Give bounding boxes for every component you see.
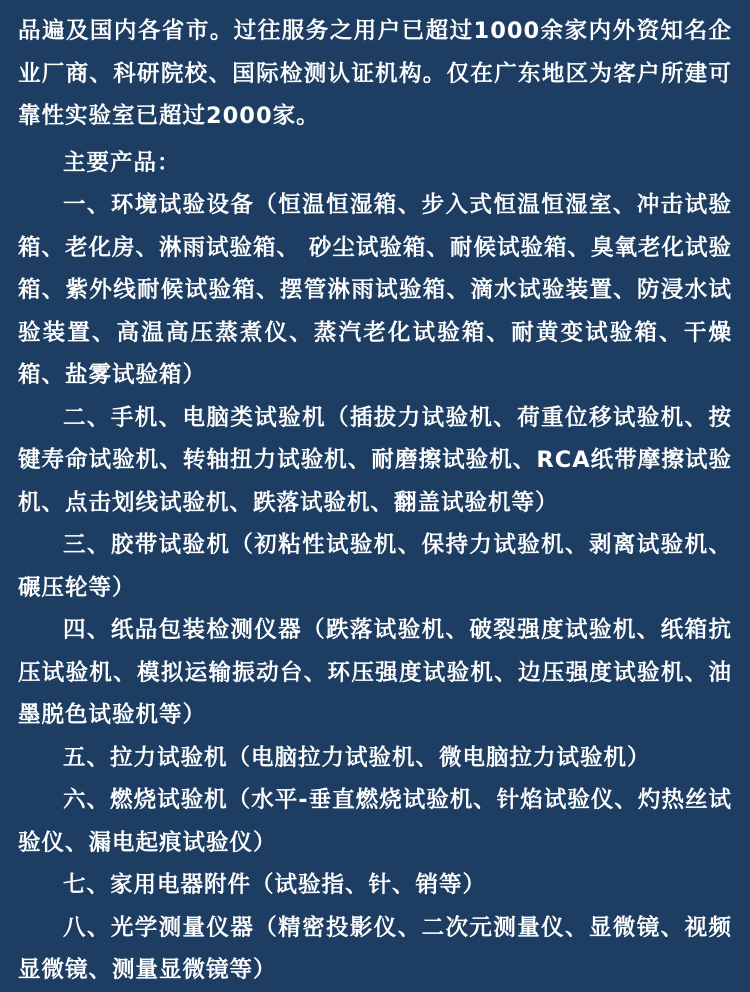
product-category-phone-computer: 二、手机、电脑类试验机（插拔力试验机、荷重位移试验机、按键寿命试验机、转轴扭力试验机、耐磨擦试验机、RCA纸带摩擦试验机、点击划线试验机、跌落试验机、翻盖试验机等） (18, 404, 732, 516)
product-category-combustion: 六、燃烧试验机（水平-垂直燃烧试验机、针焰试验仪、灼热丝试验仪、漏电起痕试验仪） (18, 787, 732, 856)
product-category-optical: 八、光学测量仪器（精密投影仪、二次元测量仪、显微镜、视频显微镜、测量显微镜等） (18, 914, 732, 983)
company-intro-paragraph: 品遍及国内各省市。过往服务之用户已超过1000余家内外资知名企业厂商、科研院校、国际检测认证机构。仅在广东地区为客户所建可靠性实验室已超过2000家。 (18, 18, 732, 129)
product-category-tape: 三、胶带试验机（初粘性试验机、保持力试验机、剥离试验机、碾压轮等） (18, 532, 732, 601)
product-category-environment: 一、环境试验设备（恒温恒湿箱、步入式恒温恒湿室、冲击试验箱、老化房、淋雨试验箱、 砂尘试验箱、耐候试验箱、臭氧老化试验箱、紫外线耐候试验箱、摆管淋雨试验箱、滴水试验装置、防浸水试验装置、高温高压蒸煮仪、蒸汽老化试验箱、耐黄变试验箱、干燥箱、盐雾试验箱） (18, 192, 732, 388)
product-category-tensile: 五、拉力试验机（电脑拉力试验机、微电脑拉力试验机） (63, 744, 651, 771)
products-heading: 主要产品： (63, 149, 181, 176)
product-category-packaging: 四、纸品包装检测仪器（跌落试验机、破裂强度试验机、纸箱抗压试验机、模拟运输振动台、环压强度试验机、边压强度试验机、油墨脱色试验机等） (18, 617, 732, 728)
product-category-appliance-accessories: 七、家用电器附件（试验指、针、销等） (63, 872, 487, 898)
